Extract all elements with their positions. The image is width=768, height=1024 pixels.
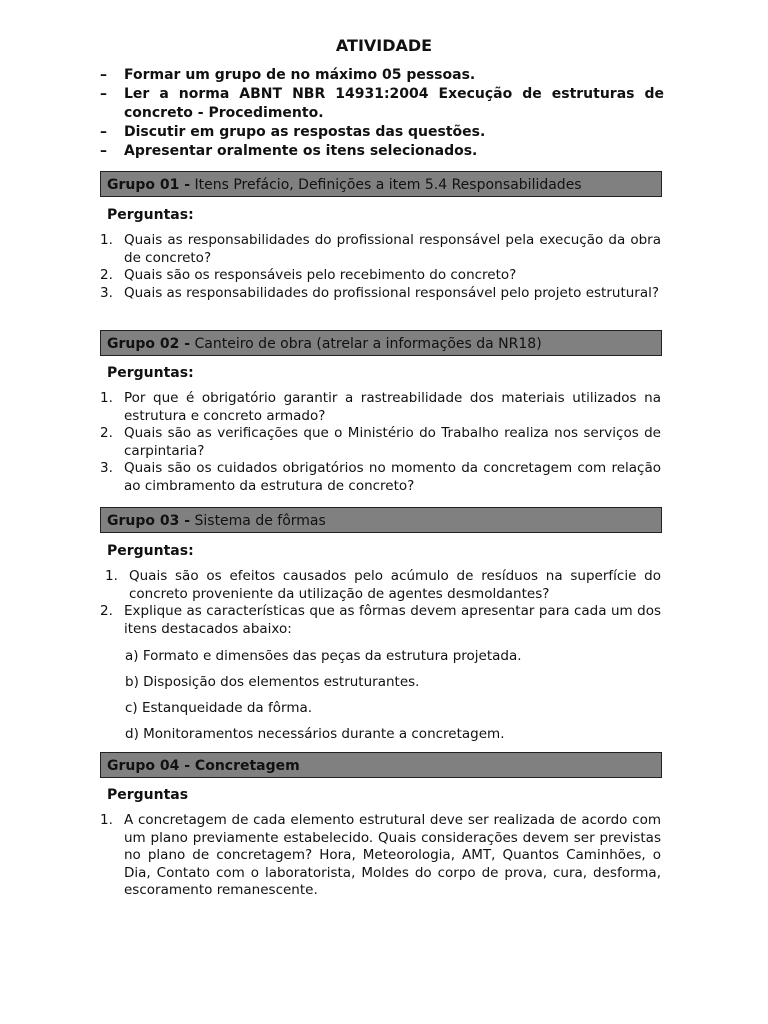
group-03-header [100, 507, 662, 533]
subitem: d) Monitoramentos necessários durante a concretagem. [125, 726, 505, 742]
task-bullet: – [100, 124, 107, 140]
question-number: 2. [100, 425, 113, 441]
task-text: Apresentar oralmente os itens selecionados. [124, 143, 478, 159]
question-item [100, 232, 661, 267]
group-03-question-list [100, 568, 661, 638]
group-03-subitem-list [125, 648, 661, 752]
question-text: Por que é obrigatório garantir a rastreabilidade dos materiais utilizados na estrutura e concreto armado? [124, 390, 661, 424]
group-01-question-list [100, 232, 661, 302]
group-04-header [100, 752, 662, 778]
question-number: 2. [100, 267, 113, 283]
group-04-question-list [100, 812, 661, 900]
question-text: A concretagem de cada elemento estrutural deve ser realizada de acordo com um plano previamente estabelecido. Quais considerações devem ser previstas no plano de concretagem? Hora, Meteorologia, AMT, Quantos Caminhões, o Dia, Contato com o laboratorista, Moldes do corpo de prova, cura, desforma, escoramento remanescente. [124, 812, 661, 898]
task-list [100, 66, 664, 161]
group-topic: Itens Prefácio, Definições a item 5.4 Responsabilidades [190, 177, 582, 193]
question-item [100, 425, 661, 460]
group-label: Grupo 03 - [107, 513, 191, 529]
group-topic: Concretagem [190, 758, 300, 774]
group-02-header [100, 330, 662, 356]
subitem: b) Disposição dos elementos estruturantes. [125, 674, 420, 690]
task-bullet: – [100, 86, 107, 102]
group-02-question-list [100, 390, 661, 495]
task-item [100, 142, 664, 161]
question-text: Quais as responsabilidades do profissional responsável pela execução da obra de concreto? [124, 232, 661, 266]
question-number: 1. [100, 390, 113, 406]
questions-label: Perguntas [107, 787, 189, 803]
task-text: Ler a norma ABNT NBR 14931:2004 Execução de estruturas de concreto - Procedimento. [124, 86, 664, 121]
task-item [100, 66, 664, 85]
question-item [100, 812, 661, 900]
question-item [100, 568, 661, 603]
questions-label: Perguntas: [107, 207, 194, 223]
question-text: Quais são os responsáveis pelo recebimento do concreto? [124, 267, 517, 283]
group-topic: Sistema de fôrmas [190, 513, 326, 529]
question-item [100, 390, 661, 425]
group-label: Grupo 01 - [107, 177, 191, 193]
subitem: a) Formato e dimensões das peças da estrutura projetada. [125, 648, 522, 664]
question-text: Quais são as verificações que o Ministério do Trabalho realiza nos serviços de carpintaria? [124, 425, 661, 459]
questions-label: Perguntas: [107, 543, 194, 559]
question-number: 1. [100, 812, 113, 828]
group-topic: Canteiro de obra (atrelar a informações da NR18) [190, 336, 542, 352]
question-text: Quais são os efeitos causados pelo acúmulo de resíduos na superfície do concreto proveniente da utilização de agentes desmoldantes? [129, 568, 661, 602]
task-item [100, 123, 664, 142]
question-item [100, 460, 661, 495]
question-item [100, 285, 661, 303]
question-number: 3. [100, 284, 113, 301]
questions-label: Perguntas: [107, 365, 194, 381]
question-number: 3. [100, 460, 113, 476]
task-text: Discutir em grupo as respostas das questões. [124, 124, 486, 140]
question-item [100, 603, 661, 638]
task-bullet: – [100, 67, 107, 83]
question-text: Explique as características que as fôrmas devem apresentar para cada um dos itens destacados abaixo: [124, 603, 661, 637]
question-number: 1. [100, 232, 113, 248]
question-text: Quais são os cuidados obrigatórios no momento da concretagem com relação ao cimbramento da estrutura de concreto? [124, 460, 661, 494]
task-text: Formar um grupo de no máximo 05 pessoas. [124, 67, 476, 83]
question-item [100, 267, 661, 285]
subitem: c) Estanqueidade da fôrma. [125, 700, 313, 716]
group-label: Grupo 04 - [107, 758, 191, 774]
question-number: 2. [100, 603, 113, 619]
page-title: ATIVIDADE [335, 36, 433, 55]
group-label: Grupo 02 - [107, 336, 191, 352]
task-bullet: – [100, 143, 107, 159]
group-01-header [100, 171, 662, 197]
task-item [100, 85, 664, 123]
question-text: Quais as responsabilidades do profissional responsável pelo projeto estrutural? [124, 284, 660, 301]
question-number: 1. [105, 568, 118, 584]
